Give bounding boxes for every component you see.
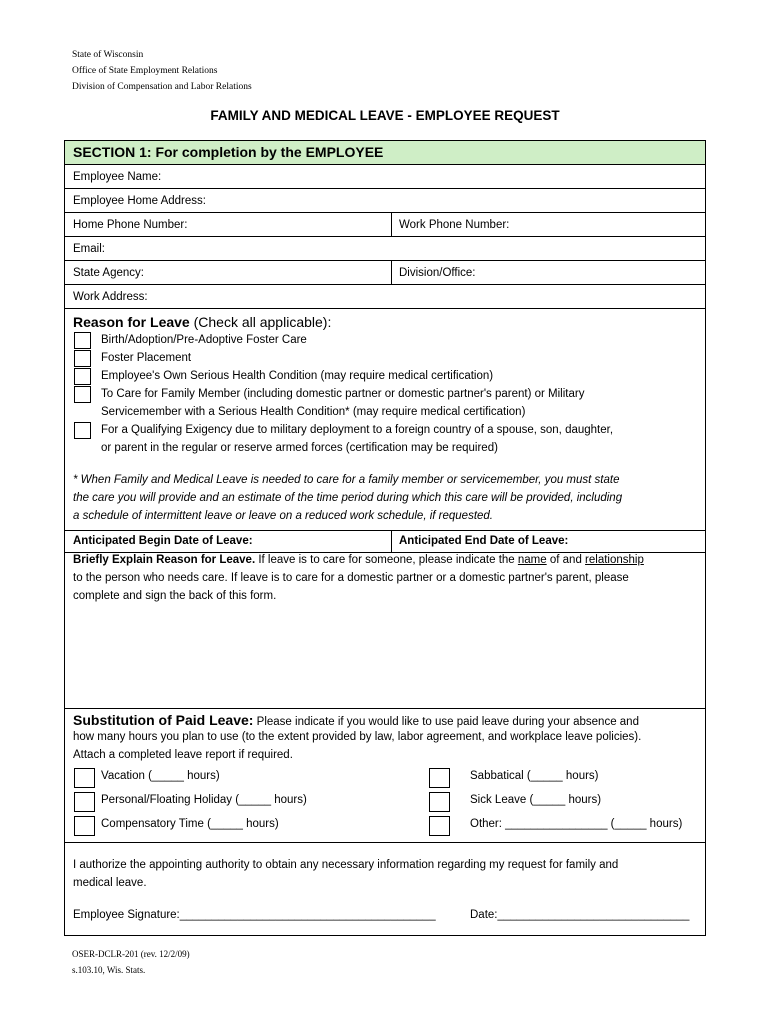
agency-row [65, 261, 705, 285]
email-field[interactable] [65, 237, 705, 261]
authorization-line2: medical leave. [73, 877, 147, 889]
option-exigency-cont: or parent in the regular or reserve armed forces (certification may be required) [101, 442, 498, 454]
header-line-division: Division of Compensation and Labor Relations [72, 82, 252, 92]
option-compensatory: Compensatory Time (_____ hours) [101, 818, 279, 830]
work-address-label: Work Address: [73, 291, 148, 303]
option-foster-placement: Foster Placement [101, 352, 192, 364]
reason-heading [73, 314, 331, 330]
end-date-label: Anticipated End Date of Leave: [399, 535, 569, 547]
checkbox-vacation[interactable] [74, 768, 95, 788]
paid-leave-line3: Attach a completed leave report if required. [73, 749, 293, 761]
option-vacation: Vacation (_____ hours) [101, 770, 220, 782]
checkbox-birth-adoption[interactable] [74, 332, 91, 349]
reason-note-line1: * When Family and Medical Leave is needed to care for a family member or servicemember, you must state [73, 474, 620, 486]
checkbox-exigency[interactable] [74, 422, 91, 439]
reason-note-line3: a schedule of intermittent leave or leave on a reduced work schedule, if requested. [73, 510, 493, 522]
header-line-state: State of Wisconsin [72, 50, 144, 60]
paid-leave-section [65, 709, 705, 843]
checkbox-personal-holiday[interactable] [74, 792, 95, 812]
footer-statute: s.103.10, Wis. Stats. [72, 965, 146, 975]
option-other: Other: ________________ (_____ hours) [470, 818, 683, 830]
explain-name-underlined: name [517, 554, 547, 566]
home-address-field[interactable] [65, 189, 705, 213]
explain-bold: Briefly Explain Reason for Leave. [73, 554, 256, 566]
email-label: Email: [73, 243, 105, 255]
state-agency-field[interactable] [65, 261, 390, 284]
paid-leave-line2: how many hours you plan to use (to the extent provided by law, labor agreement, and workplace leave policies). [73, 731, 642, 743]
checkbox-foster-placement[interactable] [74, 350, 91, 367]
paid-leave-heading: Substitution of Paid Leave: [73, 712, 254, 728]
option-personal-holiday: Personal/Floating Holiday (_____ hours) [101, 794, 307, 806]
footer-form-number: OSER-DCLR-201 (rev. 12/2/09) [72, 949, 190, 959]
explain-text2: of and [546, 554, 586, 566]
checkbox-compensatory[interactable] [74, 816, 95, 836]
checkbox-sick-leave[interactable] [429, 792, 450, 812]
division-office-field[interactable] [391, 261, 705, 284]
option-own-health: Employee's Own Serious Health Condition (may require medical certification) [101, 370, 494, 382]
state-agency-label: State Agency: [73, 267, 144, 279]
home-address-label: Employee Home Address: [73, 195, 206, 207]
form-title: FAMILY AND MEDICAL LEAVE - EMPLOYEE REQUEST [210, 108, 560, 123]
option-birth-adoption: Birth/Adoption/Pre-Adoptive Foster Care [101, 334, 307, 346]
reason-note-line2: the care you will provide and an estimate of the time period during which this care will be provided, including [73, 492, 623, 504]
end-date-field[interactable] [391, 531, 705, 552]
option-family-member: To Care for Family Member (including domestic partner or domestic partner's parent) or Military [101, 388, 585, 400]
option-sick-leave: Sick Leave (_____ hours) [470, 794, 602, 806]
begin-date-label: Anticipated Begin Date of Leave: [73, 535, 253, 547]
explain-line2: to the person who needs care. If leave is to care for a domestic partner or a domestic partner's parent, please [73, 572, 629, 584]
explain-relationship-underlined: relationship [585, 554, 644, 566]
checkbox-own-health[interactable] [74, 368, 91, 385]
explain-line3: complete and sign the back of this form. [73, 590, 277, 602]
section1-heading: SECTION 1: For completion by the EMPLOYEE [73, 144, 384, 160]
explain-field[interactable] [65, 553, 705, 709]
phone-row [65, 213, 705, 237]
begin-date-field[interactable] [65, 531, 390, 552]
work-phone-field[interactable] [391, 213, 705, 236]
date-field[interactable]: Date:______________________________ [470, 909, 690, 921]
paid-leave-line1-rest: Please indicate if you would like to use paid leave during your absence and [253, 716, 639, 728]
explain-line1 [73, 554, 644, 566]
option-exigency: For a Qualifying Exigency due to military deployment to a foreign country of a spouse, son, daughter, [101, 424, 614, 436]
checkbox-sabbatical[interactable] [429, 768, 450, 788]
leave-request-form [64, 140, 706, 936]
authorization-line1: I authorize the appointing authority to obtain any necessary information regarding my request for family and [73, 859, 619, 871]
reason-heading-rest: (Check all applicable): [189, 314, 332, 330]
dates-row [65, 531, 705, 553]
paid-leave-line1 [73, 712, 639, 728]
reason-section [65, 309, 705, 531]
option-sabbatical: Sabbatical (_____ hours) [470, 770, 599, 782]
header-line-office: Office of State Employment Relations [72, 66, 218, 76]
signature-field[interactable]: Employee Signature:________________________________________ [73, 909, 436, 921]
section1-heading-row [65, 141, 705, 165]
work-phone-label: Work Phone Number: [399, 219, 510, 231]
checkbox-other[interactable] [429, 816, 450, 836]
work-address-field[interactable] [65, 285, 705, 309]
home-phone-label: Home Phone Number: [73, 219, 188, 231]
home-phone-field[interactable] [65, 213, 390, 236]
reason-heading-bold: Reason for Leave [73, 314, 190, 330]
division-office-label: Division/Office: [399, 267, 476, 279]
explain-text1: If leave is to care for someone, please indicate the [255, 554, 518, 566]
checkbox-family-member[interactable] [74, 386, 91, 403]
option-family-member-cont: Servicemember with a Serious Health Condition* (may require medical certification) [101, 406, 526, 418]
employee-name-field[interactable] [65, 165, 705, 189]
employee-name-label: Employee Name: [73, 171, 162, 183]
